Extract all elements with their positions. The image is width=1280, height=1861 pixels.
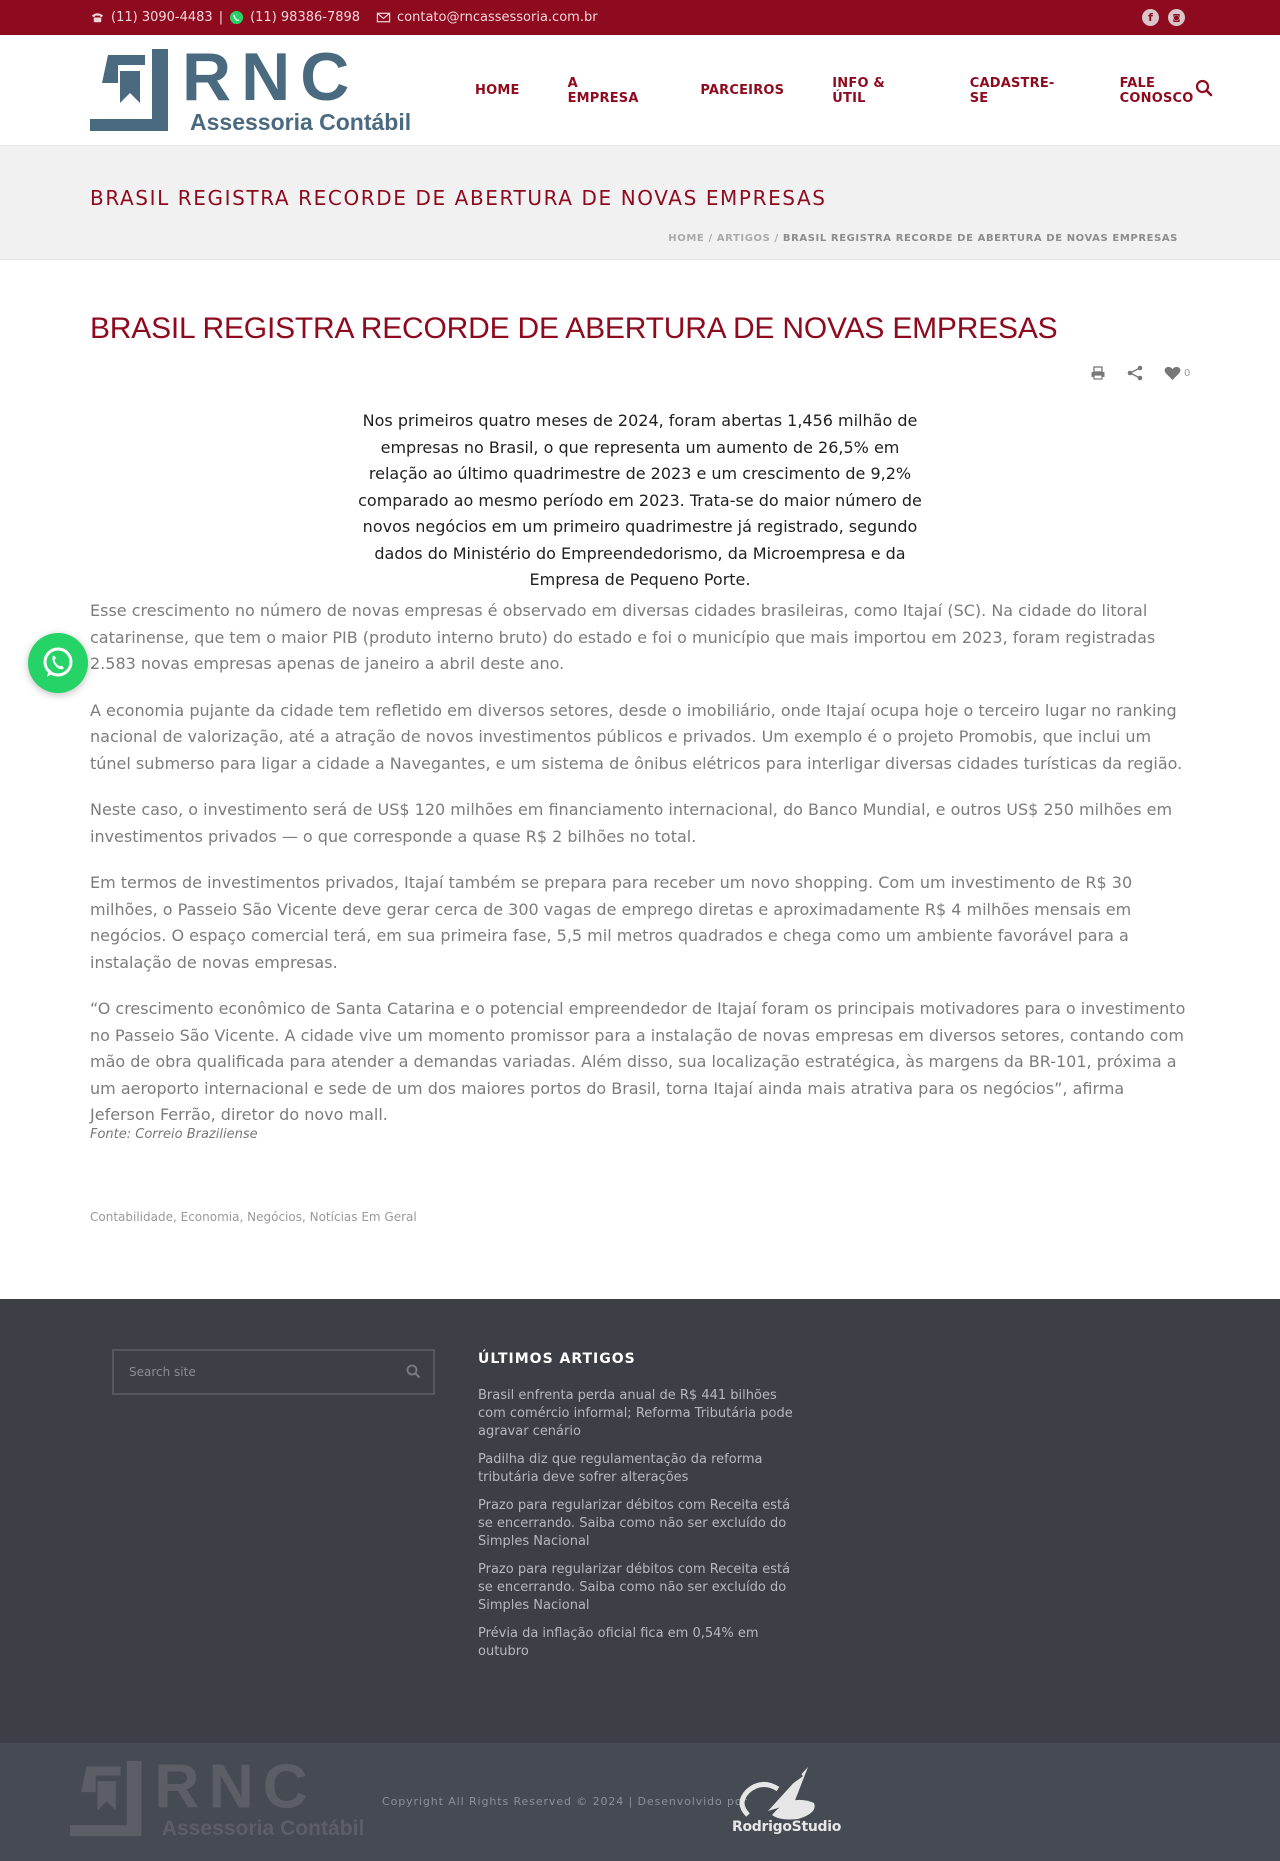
- category-link[interactable]: Economia: [180, 1210, 240, 1224]
- article-intro: Nos primeiros quatro meses de 2024, foram abertas 1,456 milhão de empresas no Brasil, o que representa um aumento de 26,5% em relação ao último quadrimestre de 2023 e um crescimento de 9,2% comparado ao mesmo período em 2023. Trata-se do maior número de novos negócios em um primeiro quadrimestre já registrado, segundo dados do Ministério do Empreendedorismo, da Microempresa e da Empresa de Pequeno Porte.: [358, 411, 922, 589]
- breadcrumb: HOME / ARTIGOS / BRASIL REGISTRA RECORDE DE ABERTURA DE NOVAS EMPRESAS: [668, 233, 1178, 244]
- mail-icon: [376, 10, 391, 25]
- category-link[interactable]: Notícias Em Geral: [309, 1210, 417, 1224]
- copyright-text: Copyright All Rights Reserved © 2024 | Desenvolvido por: [382, 1795, 748, 1808]
- footer-logo-tagline: Assessoria Contábil: [161, 1817, 365, 1841]
- print-icon[interactable]: [1090, 365, 1106, 381]
- contact-separator: |: [218, 10, 224, 25]
- heart-icon: [1164, 366, 1181, 381]
- latest-article-link[interactable]: Brasil enfrenta perda anual de R$ 441 bilhões com comércio informal; Reforma Tributária pode agravar cenário: [478, 1388, 793, 1439]
- phone-number[interactable]: (11) 3090-4483: [111, 10, 213, 25]
- article-actions: [1090, 364, 1190, 382]
- latest-article-link[interactable]: Padilha diz que regulamentação da reforma tributária deve sofrer alterações: [478, 1452, 763, 1485]
- nav-a-empresa[interactable]: A EMPRESA: [567, 75, 639, 106]
- studio-mark-icon: [728, 1763, 838, 1823]
- whatsapp-float-button[interactable]: [28, 633, 88, 693]
- main-nav: [475, 35, 1280, 146]
- nav-home[interactable]: HOME: [475, 83, 520, 98]
- share-icon[interactable]: [1126, 364, 1144, 382]
- search-icon[interactable]: [1195, 79, 1213, 97]
- social-links: [1142, 9, 1185, 26]
- article-paragraph: Em termos de investimentos privados, Itajaí também se prepara para receber um novo shopping. Com um investimento de R$ 30 milhões, o Passeio São Vicente deve gerar cerca de 300 vagas de emprego diretas e aproximadamente R$ 4 milhões mensais em negócios. O espaço comercial terá, em sua primeira fase, 5,5 mil metros quadrados e chega como um ambiente favorável para a instalação de novas empresas.: [90, 873, 1133, 972]
- whatsapp-icon: [40, 645, 76, 681]
- breadcrumb-current: BRASIL REGISTRA RECORDE DE ABERTURA DE NOVAS EMPRESAS: [782, 233, 1178, 244]
- top-bar: [0, 0, 1280, 35]
- article-source: Fonte: Correio Braziliense: [90, 1127, 258, 1142]
- contact-info: [90, 0, 598, 35]
- email-link[interactable]: contato@rncassessoria.com.br: [397, 10, 598, 25]
- site-header: [0, 35, 1280, 146]
- latest-articles-title: ÚLTIMOS ARTIGOS: [478, 1351, 636, 1367]
- studio-logo[interactable]: [728, 1763, 842, 1843]
- article-title: BRASIL REGISTRA RECORDE DE ABERTURA DE NOVAS EMPRESAS: [90, 312, 1058, 345]
- category-link[interactable]: Negócios: [247, 1210, 302, 1224]
- nav-fale-conosco[interactable]: FALE CONOSCO: [1119, 75, 1194, 106]
- page-title: BRASIL REGISTRA RECORDE DE ABERTURA DE NOVAS EMPRESAS: [90, 186, 827, 210]
- footer-logo[interactable]: [70, 1752, 365, 1843]
- whatsapp-number[interactable]: (11) 98386-7898: [250, 10, 361, 25]
- studio-name: RodrigoStudio: [732, 1819, 842, 1835]
- instagram-icon[interactable]: ◙: [1168, 9, 1185, 26]
- rnc-logo[interactable]: [90, 39, 412, 138]
- article-paragraph: A economia pujante da cidade tem refletido em diversos setores, desde o imobiliário, onde Itajaí ocupa hoje o terceiro lugar no ranking nacional de valorização, até a atração de novos investimentos públicos e privados. Um exemplo é o projeto Promobis, que inclui um túnel submerso para ligar a cidade a Navegantes, e um sistema de ônibus elétricos para interligar diversas cidades turísticas da região.: [90, 700, 1183, 773]
- article-paragraph: “O crescimento econômico de Santa Catarina e o potencial empreendedor de Itajaí foram os principais motivadores para o investimento no Passeio São Vicente. A cidade vive um momento promissor para a instalação de novas empresas em diversos setores, contando com mão de obra qualificada para atender a demandas variadas. Além disso, sua localização estratégica, às margens da BR-101, próxima a um aeroporto internacional e sede de um dos maiores portos do Brasil, torna Itajaí ainda mais atrativa para os negócios”, afirma Jeferson Ferrão, diretor do novo mall.: [90, 999, 1186, 1124]
- footer-logo-brand: RNC: [154, 1752, 318, 1822]
- footer-search-input[interactable]: [114, 1351, 433, 1393]
- search-icon[interactable]: [406, 1364, 421, 1379]
- footer-bottom-bar: [0, 1743, 1280, 1861]
- facebook-icon[interactable]: f: [1142, 9, 1159, 26]
- breadcrumb-artigos[interactable]: ARTIGOS: [716, 233, 771, 244]
- breadcrumb-home[interactable]: HOME: [668, 233, 705, 244]
- like-count: 0: [1184, 367, 1191, 379]
- site-footer: [0, 1299, 1280, 1743]
- page-title-band: [0, 146, 1280, 260]
- phone-icon: [90, 10, 105, 25]
- latest-article-link[interactable]: Prazo para regularizar débitos com Receita está se encerrando. Saiba como não ser excluído do Simples Nacional: [478, 1498, 791, 1549]
- nav-info-util[interactable]: INFO & ÚTIL: [832, 75, 885, 106]
- latest-article-link[interactable]: Prévia da inflação oficial fica em 0,54% em outubro: [478, 1626, 759, 1659]
- nav-parceiros[interactable]: PARCEIROS: [700, 83, 785, 98]
- article-paragraph: Esse crescimento no número de novas empresas é observado em diversas cidades brasileiras, como Itajaí (SC). Na cidade do litoral catarinense, que tem o maior PIB (produto interno bruto) do estado e foi o município que mais importou em 2023, foram registradas 2.583 novas empresas apenas de janeiro a abril deste ano.: [90, 601, 1156, 673]
- article-paragraph: Neste caso, o investimento será de US$ 120 milhões em financiamento internacional, do Banco Mundial, e outros US$ 250 milhões em investimentos privados — o que corresponde a quase R$ 2 bilhões no total.: [90, 800, 1173, 846]
- logo-tagline: Assessoria Contábil: [190, 109, 412, 135]
- article-categories: Contabilidade, Economia, Negócios, Notícias Em Geral: [90, 1210, 417, 1224]
- footer-search: [112, 1349, 435, 1395]
- nav-cadastre-se[interactable]: CADASTRE-SE: [969, 75, 1055, 106]
- latest-articles: [478, 1351, 808, 1671]
- logo-brand: RNC: [182, 39, 360, 115]
- whatsapp-icon: [229, 10, 244, 25]
- like-button[interactable]: [1164, 366, 1190, 381]
- category-link[interactable]: Contabilidade: [90, 1210, 173, 1224]
- article-body: [90, 598, 1192, 1149]
- latest-article-link[interactable]: Prazo para regularizar débitos com Receita está se encerrando. Saiba como não ser excluído do Simples Nacional: [478, 1562, 791, 1613]
